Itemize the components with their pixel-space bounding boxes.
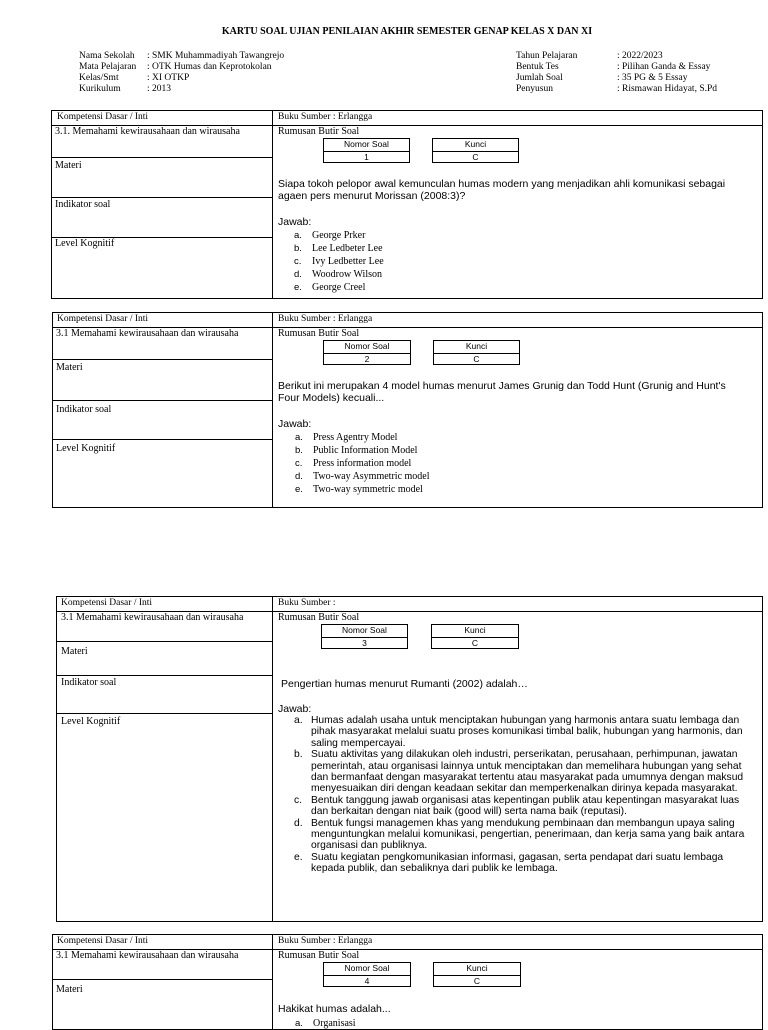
answer-option: b. Public Information Model — [295, 445, 418, 456]
kunci-box — [432, 138, 519, 163]
kunci-label: Kunci — [434, 963, 520, 976]
answer-option: d. Woodrow Wilson — [294, 269, 382, 280]
question-text: Hakikat humas adalah... — [278, 1003, 391, 1015]
jawab-label: Jawab: — [278, 703, 312, 715]
question-card-3 — [56, 596, 763, 922]
header-row-question-count: Jumlah Soal : 35 PG & 5 Essay — [516, 73, 688, 83]
kd-value: 3.1. Memahami kewirausahaan dan wirausaha — [55, 126, 240, 137]
answer-option: c. Ivy Ledbetter Lee — [294, 256, 384, 267]
answer-option: d. Bentuk fungsi managemen khas yang mendukung pembinaan dan membangun upaya saling menguntungkan melalui komunikasi, pengertian, penerimaan, dan kerja sama yang baik antara organisasi dan publiknya. — [294, 817, 745, 852]
jawab-label: Jawab: — [278, 418, 312, 430]
materi-label: Materi — [55, 160, 82, 171]
kunci-label: Kunci — [432, 625, 518, 638]
nomor-soal-label: Nomor Soal — [324, 963, 410, 976]
nomor-soal-label: Nomor Soal — [322, 625, 407, 638]
kd-header-label: Kompetensi Dasar / Inti — [57, 314, 149, 324]
source-book: Buku Sumber : Erlangga — [278, 314, 373, 324]
kunci-label: Kunci — [433, 139, 518, 152]
level-label: Level Kognitif — [56, 443, 116, 454]
nomor-soal-box — [323, 340, 411, 365]
indikator-label: Indikator soal — [61, 677, 117, 688]
level-label: Level Kognitif — [61, 716, 121, 727]
kunci-value: C — [472, 152, 479, 162]
nomor-soal-value: 2 — [364, 354, 370, 364]
answer-option: e. Two-way symmetric model — [295, 484, 423, 495]
nomor-soal-value: 3 — [362, 638, 367, 648]
kunci-box — [433, 962, 521, 987]
nomor-soal-value: 4 — [364, 976, 370, 986]
kd-value: 3.1 Memahami kewirausahaan dan wirausaha — [56, 950, 239, 961]
answer-option: a. Organisasi — [295, 1018, 356, 1029]
header-info-left — [79, 51, 284, 95]
rumusan-label: Rumusan Butir Soal — [278, 950, 360, 961]
nomor-soal-label: Nomor Soal — [324, 341, 410, 354]
indikator-label: Indikator soal — [55, 199, 111, 210]
header-row-class: Kelas/Smt : XI OTKP — [79, 73, 190, 83]
header-info-right — [516, 51, 717, 95]
kd-value: 3.1 Memahami kewirausahaan dan wirausaha — [56, 328, 239, 339]
kunci-box — [431, 624, 519, 649]
nomor-soal-label: Nomor Soal — [324, 139, 409, 152]
answer-option: d. Two-way Asymmetric model — [295, 471, 430, 482]
materi-label: Materi — [61, 646, 88, 657]
kd-value: 3.1 Memahami kewirausahaan dan wirausaha — [61, 612, 244, 623]
source-book: Buku Sumber : Erlangga — [278, 936, 373, 946]
answer-option: b. Suatu aktivitas yang dilakukan oleh industri, perserikatan, perusahaan, perhimpunan, jawatan pemerintah, atau organisasi lainnya untuk menciptakan dan memelihara hubungan yang sehat dan bermanfaat dengan masyarakat tertentu atau masyarakat pada umumnya dengan maksud menyesuaikan diri dengan keadaan sekitar dan memperkenalkan dirinya kepada masyarakat. — [294, 749, 744, 795]
answer-option: c. Press information model — [295, 458, 412, 469]
header-row-author: Penyusun : Rismawan Hidayat, S.Pd — [516, 84, 718, 94]
answer-option: a. Humas adalah usaha untuk menciptakan hubungan yang harmonis antara suatu lembaga dan pihak masyarakat melalui suatu proses komunikasi timbal balik, hubungan yang harmonis, dan saling mempercayai. — [294, 715, 743, 749]
nomor-soal-box — [321, 624, 408, 649]
kunci-value: C — [473, 976, 481, 986]
materi-label: Materi — [56, 984, 83, 995]
header-row-curriculum: Kurikulum : 2013 — [79, 84, 172, 94]
header-row-year: Tahun Pelajaran : 2022/2023 — [516, 51, 663, 61]
materi-label: Materi — [56, 362, 83, 373]
nomor-soal-box — [323, 138, 410, 163]
answer-option: e. Suatu kegiatan pengkomunikasian informasi, gagasan, serta pendapat dari suatu lembaga kepada publik, dan sebaliknya dari publik ke lembaga. — [294, 851, 724, 875]
rumusan-label: Rumusan Butir Soal — [278, 126, 360, 137]
rumusan-label: Rumusan Butir Soal — [278, 328, 360, 339]
kd-header-label: Kompetensi Dasar / Inti — [61, 598, 153, 608]
answer-option: a. George Prker — [294, 230, 366, 241]
answer-option: c. Bentuk tanggung jawab organisasi atas kepentingan publik atau kepentingan masyarakat luas dan berkaitan dengan niat baik (good will) serta nama baik (reputasi). — [294, 794, 740, 818]
question-card-4 — [52, 934, 763, 1030]
answer-option: a. Press Agentry Model — [295, 432, 398, 443]
question-text: Siapa tokoh pelopor awal kemunculan humas modern yang menjadikan ahli komunikasi sebagai agaen pers menurut Morissan (2008:3)? — [278, 178, 726, 202]
question-text: Pengertian humas menurut Rumanti (2002) adalah… — [281, 678, 528, 690]
kunci-label: Kunci — [434, 341, 519, 354]
answer-options — [293, 431, 430, 496]
header-row-test-type: Bentuk Tes : Pilihan Ganda & Essay — [516, 62, 711, 72]
source-book: Buku Sumber : — [278, 598, 336, 608]
answer-option: e. George Creel — [294, 282, 366, 293]
document-title: KARTU SOAL UJIAN PENILAIAN AKHIR SEMESTER GENAP KELAS X DAN XI — [221, 26, 593, 37]
nomor-soal-box — [323, 962, 411, 987]
level-label: Level Kognitif — [55, 238, 115, 249]
question-card-1 — [51, 110, 763, 299]
kunci-value: C — [473, 354, 480, 364]
answer-options — [292, 229, 384, 294]
kunci-box — [433, 340, 520, 365]
header-row-school: Nama Sekolah : SMK Muhammadiyah Tawangrejo — [79, 51, 285, 61]
kunci-value: C — [471, 638, 479, 648]
header-row-subject: Mata Pelajaran : OTK Humas dan Keprotokolan — [79, 62, 272, 72]
answer-options — [294, 715, 754, 875]
answer-option: b. Lee Ledbeter Lee — [294, 243, 383, 254]
rumusan-label: Rumusan Butir Soal — [278, 612, 360, 623]
question-text: Berikut ini merupakan 4 model humas menurut James Grunig dan Todd Hunt (Grunig and Hunt's Four Models) kecuali... — [278, 380, 726, 404]
question-card-2 — [52, 312, 763, 508]
source-book: Buku Sumber : Erlangga — [278, 112, 373, 122]
indikator-label: Indikator soal — [56, 404, 112, 415]
kd-header-label: Kompetensi Dasar / Inti — [57, 112, 149, 122]
jawab-label: Jawab: — [278, 216, 312, 228]
nomor-soal-value: 1 — [364, 152, 369, 162]
kd-header-label: Kompetensi Dasar / Inti — [57, 936, 149, 946]
